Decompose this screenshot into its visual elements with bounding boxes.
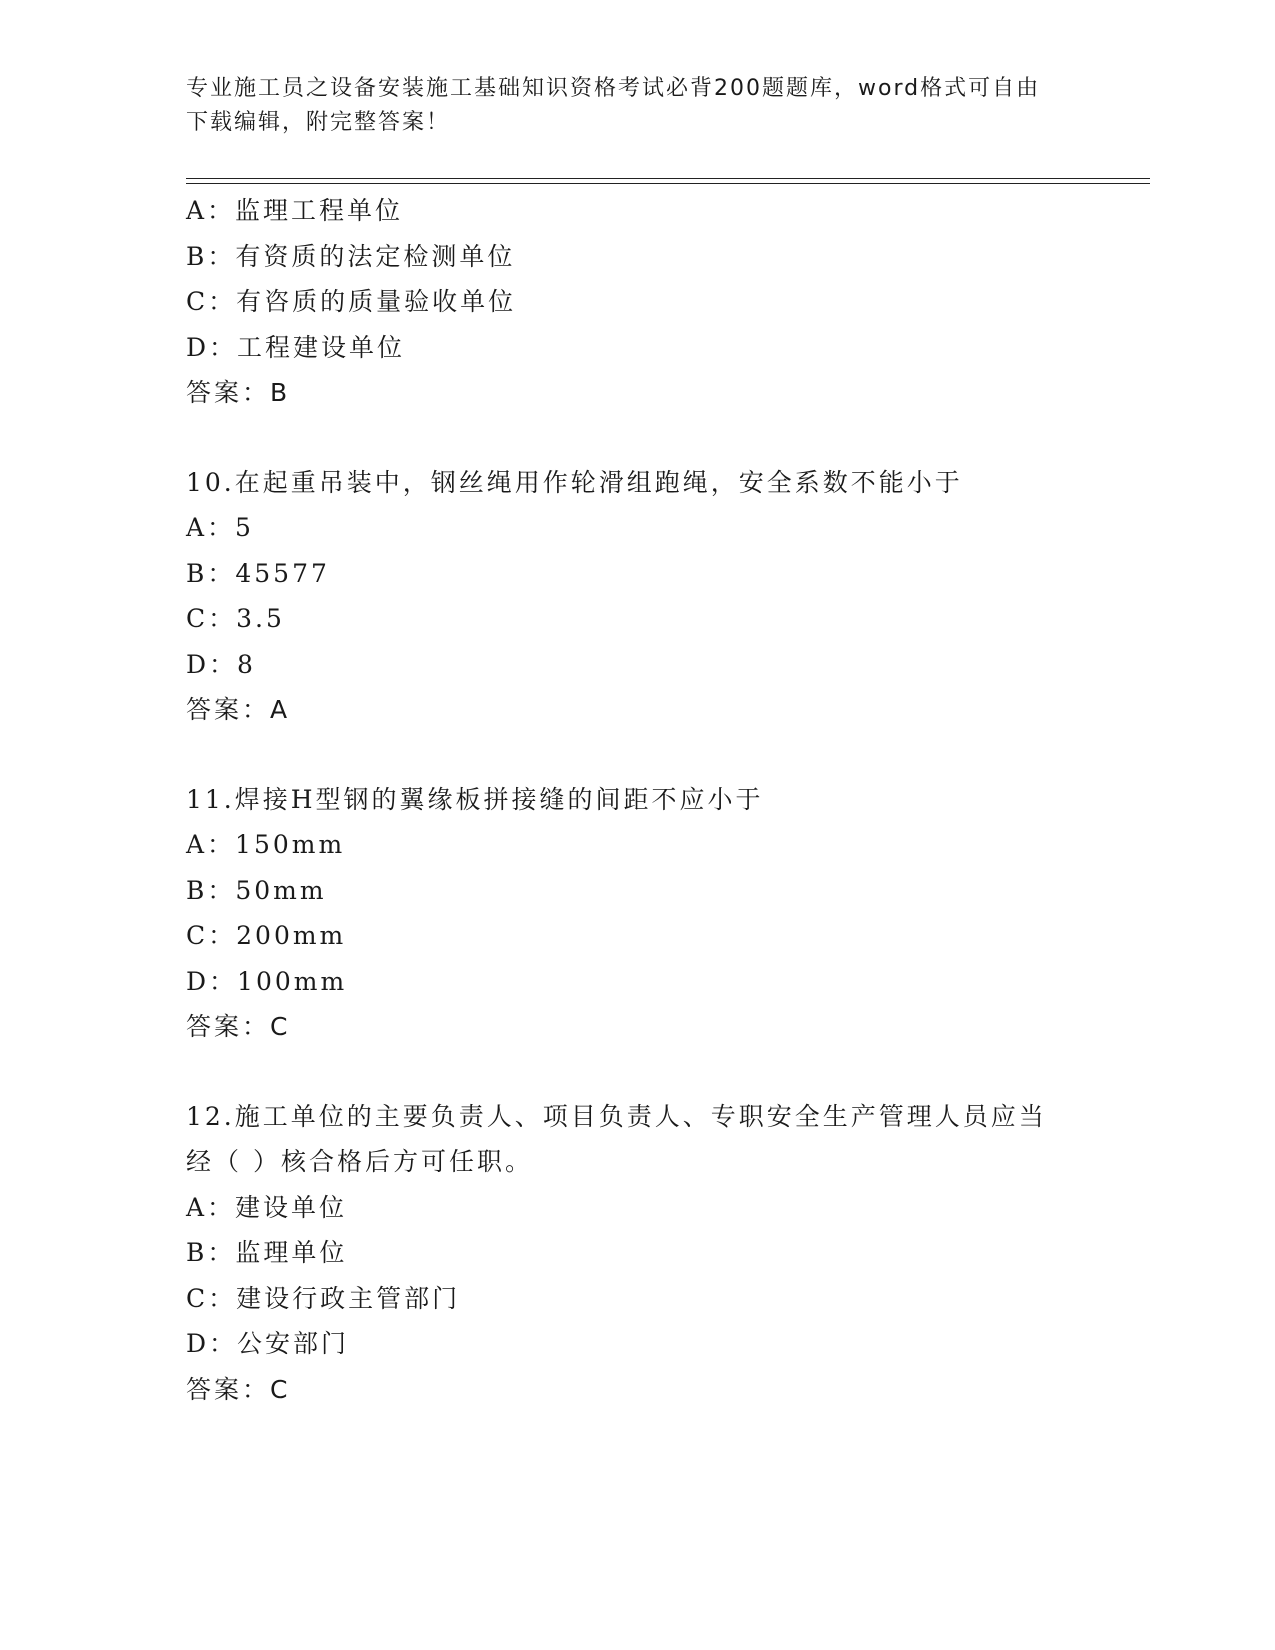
question-block-12	[186, 1094, 1146, 1413]
question-text-line-2: 经（ ）核合格后方可任职。	[186, 1147, 533, 1176]
header-title-line-1: 专业施工员之设备安装施工基础知识资格考试必背200题题库，word格式可自由	[186, 76, 1041, 101]
spacer	[186, 416, 1146, 460]
option-a: A：5	[186, 513, 254, 542]
option-d: D：100mm	[186, 966, 348, 996]
spacer	[186, 1050, 1146, 1094]
option-d: D：8	[186, 649, 256, 679]
option-b: B：监理单位	[186, 1238, 348, 1267]
spacer	[186, 733, 1146, 777]
option-d: D：工程建设单位	[186, 332, 406, 362]
header-divider-bottom	[186, 183, 1150, 184]
answer-line: 答案：A	[186, 695, 291, 724]
document-header	[186, 72, 1066, 140]
header-divider-top	[186, 178, 1150, 179]
option-c: C：建设行政主管部门	[186, 1283, 461, 1313]
option-c: C：200mm	[186, 921, 347, 950]
option-a: A：监理工程单位	[186, 196, 404, 225]
header-title-line-2: 下载编辑，附完整答案！	[186, 110, 451, 135]
answer-line: 答案：C	[186, 1374, 291, 1404]
question-block-11	[186, 777, 1146, 1050]
question-block-9	[186, 188, 1146, 416]
answer-line: 答案：C	[186, 1012, 291, 1041]
option-c: C：有咨质的质量验收单位	[186, 287, 517, 316]
option-a: A：建设单位	[186, 1192, 348, 1222]
question-text: 10.在起重吊装中，钢丝绳用作轮滑组跑绳，安全系数不能小于	[186, 467, 963, 497]
option-b: B：50mm	[186, 875, 327, 905]
option-b: B：有资质的法定检测单位	[186, 241, 516, 271]
question-text-line-1: 12.施工单位的主要负责人、项目负责人、专职安全生产管理人员应当	[186, 1101, 1047, 1131]
answer-line: 答案：B	[186, 378, 291, 407]
question-list	[186, 188, 1146, 1412]
option-d: D：公安部门	[186, 1329, 350, 1358]
question-block-10	[186, 460, 1146, 733]
option-c: C：3.5	[186, 604, 285, 633]
option-b: B：45577	[186, 558, 330, 588]
question-text: 11.焊接H型钢的翼缘板拼接缝的间距不应小于	[186, 784, 764, 814]
option-a: A：150mm	[186, 830, 346, 859]
